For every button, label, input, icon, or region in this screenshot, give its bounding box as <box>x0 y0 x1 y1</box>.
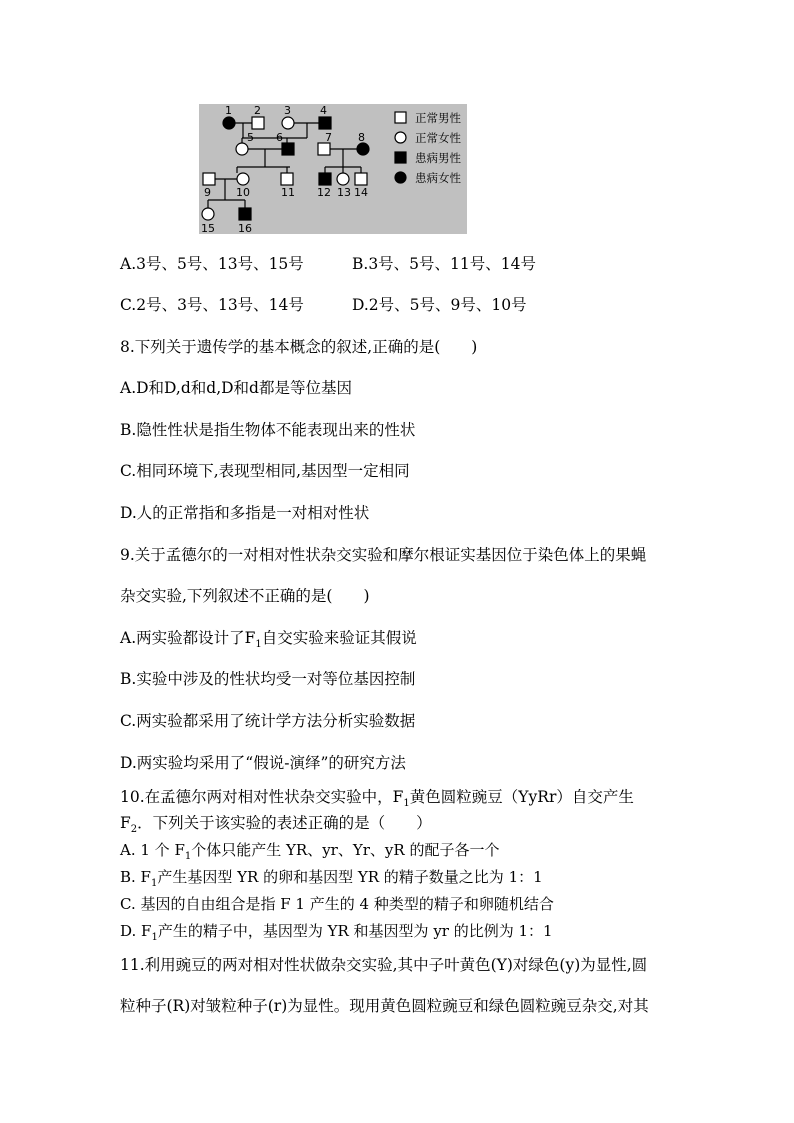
label-3: 3 <box>284 104 291 117</box>
label-9: 9 <box>204 186 211 199</box>
individual-8 <box>357 143 369 155</box>
q10-stem-line1: 10.在孟德尔两对相对性状杂交实验中，$F_1$黄色圆粒豌豆（YyRr）自交产生 <box>120 788 634 810</box>
legend-affected-female-icon <box>395 172 406 183</box>
q10-option-d: D. $F_1$产生的精子中，基因型为 YR 和基因型为 yr 的比例为 1：1 <box>120 922 553 943</box>
q7-option-a: A.3号、5号、13号、15号 <box>120 255 304 273</box>
individual-14 <box>355 173 367 185</box>
q7-option-d: D.2号、5号、9号、10号 <box>352 296 527 314</box>
q10-stem-line2: $F_2$．下列关于该实验的表述正确的是（ ） <box>120 814 432 836</box>
legend-normal-female-icon <box>395 132 406 143</box>
q10-option-a: A. 1 个 $F_1$个体只能产生 YR、yr、Yr、yR 的配子各一个 <box>120 841 500 862</box>
q9-option-c: C.两实验都采用了统计学方法分析实验数据 <box>120 712 416 730</box>
legend-normal-male-icon <box>395 112 406 123</box>
q10-option-c: C. 基因的自由组合是指 F 1 产生的 4 种类型的精子和卵随机结合 <box>120 895 554 913</box>
individual-7 <box>318 143 330 155</box>
legend-affected-male: 患病男性 <box>415 151 461 165</box>
individual-15 <box>202 208 214 220</box>
individual-6 <box>282 143 294 155</box>
q9-stem-line2: 杂交实验,下列叙述不正确的是( ) <box>120 587 370 605</box>
q10-option-b: B. $F_1$产生基因型 YR 的卵和基因型 YR 的精子数量之比为 1：1 <box>120 868 543 889</box>
label-2: 2 <box>254 104 261 117</box>
label-12: 12 <box>317 186 331 199</box>
q8-option-b: B.隐性性状是指生物体不能表现出来的性状 <box>120 421 416 439</box>
q9-option-d: D.两实验均采用了“假说-演绎”的研究方法 <box>120 754 406 772</box>
q11-stem-line2: 粒种子(R)对皱粒种子(r)为显性。现用黄色圆粒豌豆和绿色圆粒豌豆杂交,对其 <box>120 997 649 1015</box>
individual-10 <box>237 173 249 185</box>
q7-option-b: B.3号、5号、11号、14号 <box>352 255 536 273</box>
label-10: 10 <box>236 186 250 199</box>
legend-affected-female: 患病女性 <box>415 171 461 185</box>
individual-9 <box>203 173 215 185</box>
individual-4 <box>319 117 331 129</box>
individual-12 <box>319 173 331 185</box>
label-1: 1 <box>225 104 232 117</box>
label-14: 14 <box>354 186 368 199</box>
legend-normal-female: 正常女性 <box>415 131 461 145</box>
q11-stem-line1: 11.利用豌豆的两对相对性状做杂交实验,其中子叶黄色(Y)对绿色(y)为显性,圆 <box>120 956 648 974</box>
pedigree-figure <box>199 104 467 234</box>
individual-11 <box>281 173 293 185</box>
q9-option-a: A.两实验都设计了$F_1$自交实验来验证其假说 <box>120 629 417 651</box>
individual-3 <box>282 117 294 129</box>
individual-13 <box>337 173 349 185</box>
label-5: 5 <box>247 131 254 144</box>
individual-5 <box>236 143 248 155</box>
individual-2 <box>252 117 264 129</box>
label-4: 4 <box>320 104 327 117</box>
q8-option-a: A.D和D,d和d,D和d都是等位基因 <box>120 379 352 397</box>
label-11: 11 <box>281 186 295 199</box>
pedigree-chart <box>199 104 467 234</box>
label-7: 7 <box>325 131 332 144</box>
q7-option-c: C.2号、3号、13号、14号 <box>120 296 304 314</box>
legend-affected-male-icon <box>395 152 406 163</box>
individual-1 <box>223 117 235 129</box>
label-13: 13 <box>337 186 351 199</box>
label-15: 15 <box>201 222 215 234</box>
label-6: 6 <box>276 131 283 144</box>
legend-normal-male: 正常男性 <box>415 111 461 125</box>
q9-stem-line1: 9.关于孟德尔的一对相对性状杂交实验和摩尔根证实基因位于染色体上的果蝇 <box>120 546 647 564</box>
individual-16 <box>239 208 251 220</box>
q9-option-b: B.实验中涉及的性状均受一对等位基因控制 <box>120 670 416 688</box>
label-16: 16 <box>238 222 252 234</box>
q8-option-c: C.相同环境下,表现型相同,基因型一定相同 <box>120 462 410 480</box>
q8-option-d: D.人的正常指和多指是一对相对性状 <box>120 504 370 522</box>
q8-stem: 8.下列关于遗传学的基本概念的叙述,正确的是( ) <box>120 338 478 356</box>
label-8: 8 <box>358 131 365 144</box>
